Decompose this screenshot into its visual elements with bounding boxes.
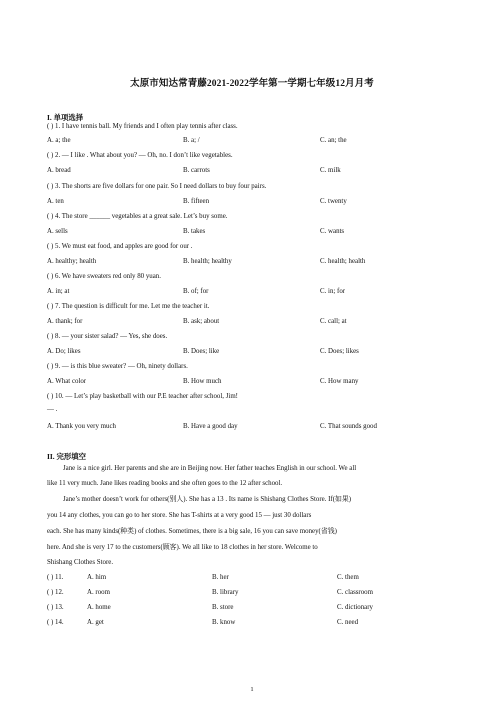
question-number: ( ) 13.: [47, 604, 64, 611]
option-c: C. That sounds good: [320, 423, 377, 430]
option-a: A. Thank you very much: [47, 423, 116, 430]
option-c: C. dictionary: [337, 604, 373, 611]
option-a: A. get: [87, 619, 104, 626]
option-a: A. a; the: [47, 137, 71, 144]
section-heading-cloze: II. 完形填空: [47, 452, 87, 461]
option-a: A. healthy; health: [47, 258, 97, 265]
option-b: B. a; /: [183, 137, 200, 144]
option-b: B. know: [212, 619, 236, 626]
passage-line: here. And she is very 17 to the customers(顾客). We all like to 18 clothes in her store. Welcome to: [47, 544, 318, 551]
option-b: B. ask; about: [183, 318, 220, 325]
option-b: B. takes: [183, 228, 206, 235]
question-number: ( ) 12.: [47, 589, 64, 596]
option-c: C. need: [337, 619, 359, 626]
option-a: A. home: [87, 604, 111, 611]
option-c: C. twenty: [320, 198, 347, 205]
option-b: B. library: [212, 589, 239, 596]
option-b: B. How much: [183, 378, 222, 385]
option-b: B. of; for: [183, 288, 209, 295]
option-b: B. Does; like: [183, 348, 220, 355]
question-stem: ( ) 5. We must eat food, and apples are good for our .: [47, 243, 193, 250]
passage-line: like 11 very much. Jane likes reading books and she often goes to the 12 after school.: [47, 480, 283, 487]
option-c: C. in; for: [320, 288, 346, 295]
option-c: C. wants: [320, 228, 345, 235]
option-a: A. Do; likes: [47, 348, 81, 355]
option-c: C. call; at: [320, 318, 347, 325]
option-b: B. fifteen: [183, 198, 210, 205]
option-c: C. milk: [320, 167, 341, 174]
option-b: B. her: [212, 574, 229, 581]
option-a: A. ten: [47, 198, 64, 205]
question-stem: ( ) 2. — I like . What about you? — Oh, no. I don’t like vegetables.: [47, 152, 233, 159]
section-heading-single-choice: I. 单项选择: [47, 113, 84, 122]
question-stem: ( ) 1. I have tennis ball. My friends and I often play tennis after class.: [47, 123, 238, 130]
passage-line: Jane is a nice girl. Her parents and she are in Beijing now. Her father teaches English in our school. We all: [63, 465, 357, 472]
option-a: A. What color: [47, 378, 87, 385]
option-c: C. classroom: [337, 589, 373, 596]
question-stem: ( ) 6. We have sweaters red only 80 yuan.: [47, 273, 161, 280]
option-a: A. sells: [47, 228, 68, 235]
page-title: 太原市知达常青藤2021-2022学年第一学期七年级12月月考: [130, 79, 374, 89]
passage-line: Jane’s mother doesn’t work for others(别人). She has a 13 . Its name is Shishang Clothes Store. If(如果): [63, 496, 352, 503]
question-number: ( ) 11.: [47, 574, 64, 581]
question-stem: ( ) 3. The shorts are five dollars for one pair. So I need dollars to buy four pairs.: [47, 183, 267, 190]
option-c: C. Does; likes: [320, 348, 359, 355]
option-a: A. in; at: [47, 288, 70, 295]
option-c: C. How many: [320, 378, 359, 385]
option-a: A. him: [87, 574, 107, 581]
option-a: A. room: [87, 589, 110, 596]
option-a: A. bread: [47, 167, 71, 174]
question-stem-continued: — .: [47, 406, 58, 413]
option-b: B. carrots: [183, 167, 210, 174]
question-number: ( ) 14.: [47, 619, 64, 626]
question-stem: ( ) 7. The question is difficult for me. Let me the teacher it.: [47, 303, 210, 310]
page-number: 1: [250, 686, 254, 693]
option-a: A. thank; for: [47, 318, 83, 325]
passage-line: each. She has many kinds(种类) of clothes. Sometimes, there is a big sale, 16 you can save money(省钱): [47, 528, 337, 535]
option-b: B. Have a good day: [183, 423, 238, 430]
option-c: C. an; the: [320, 137, 347, 144]
option-b: B. store: [212, 604, 234, 611]
option-c: C. health; health: [320, 258, 366, 265]
question-stem: ( ) 10. — Let’s play basketball with our P.E teacher after school, Jim!: [47, 393, 238, 400]
passage-line: you 14 any clothes, you can go to her store. She has T-shirts at a very good 15 — just 30 dollars: [47, 512, 312, 519]
question-stem: ( ) 8. — your sister salad? — Yes, she does.: [47, 333, 168, 340]
option-c: C. them: [337, 574, 359, 581]
passage-line: Shishang Clothes Store.: [47, 559, 114, 566]
question-stem: ( ) 9. — is this blue sweater? — Oh, ninety dollars.: [47, 363, 188, 370]
question-stem: ( ) 4. The store ______ vegetables at a great sale. Let’s buy some.: [47, 213, 228, 220]
option-b: B. health; healthy: [183, 258, 232, 265]
